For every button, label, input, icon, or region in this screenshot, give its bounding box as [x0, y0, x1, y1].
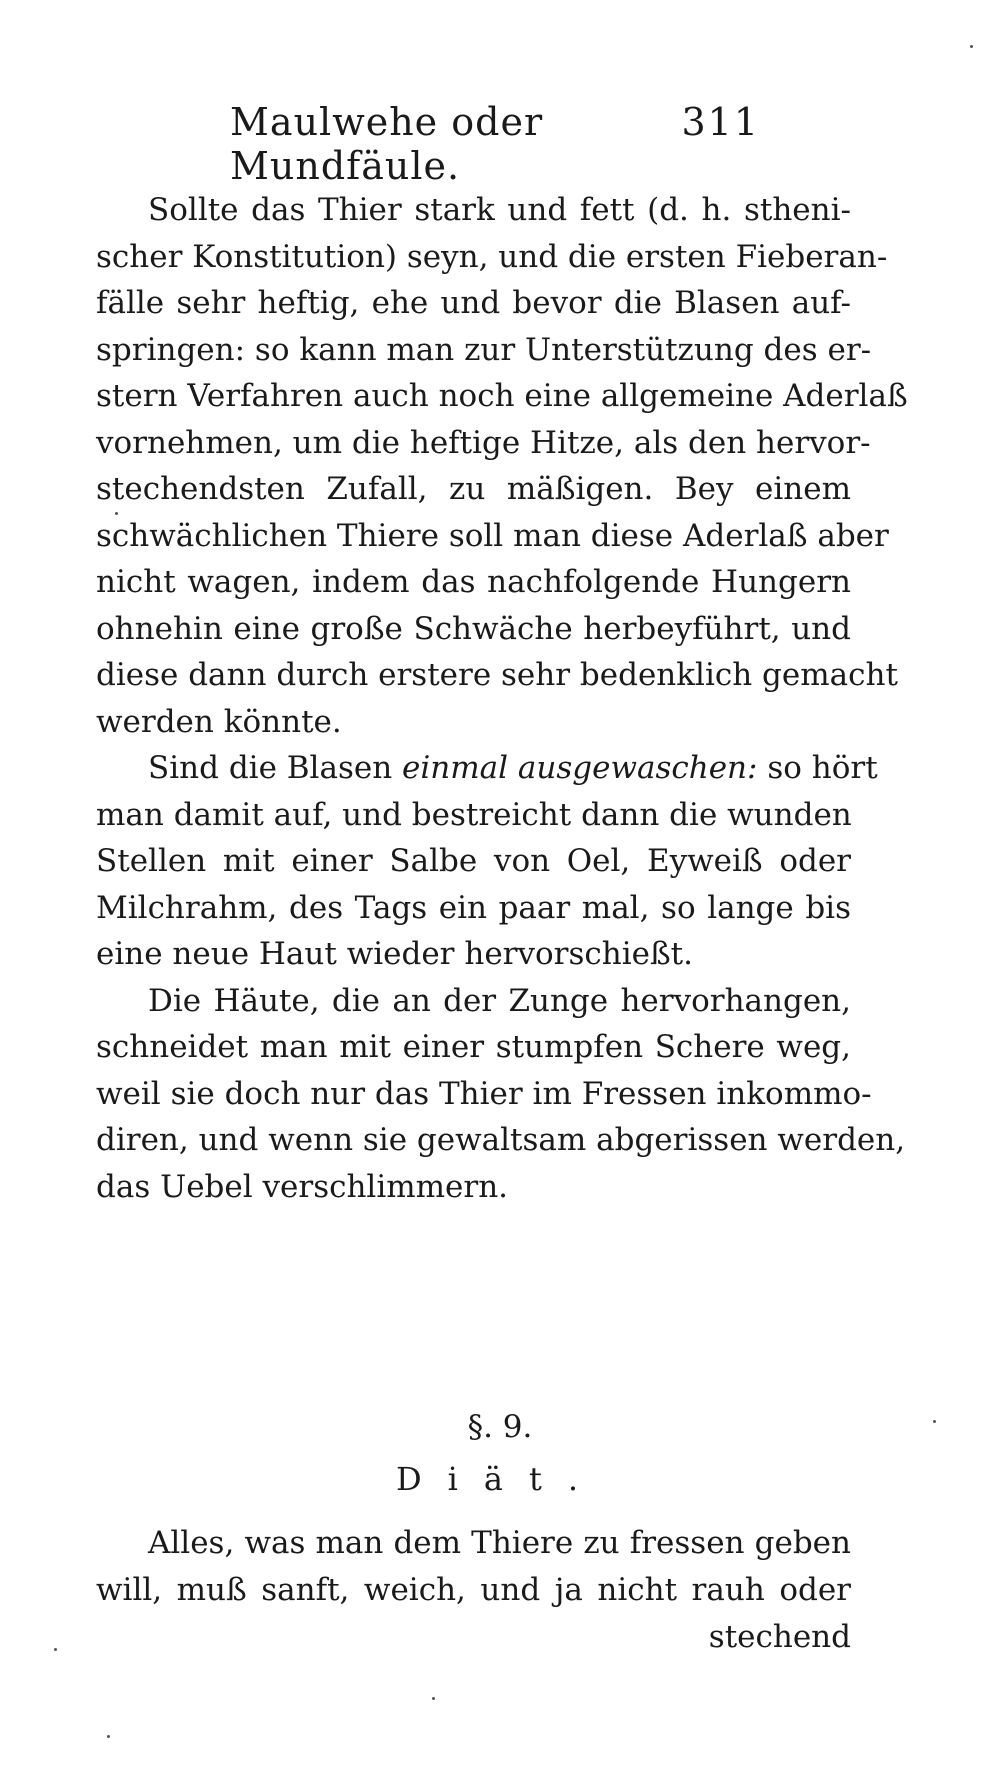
text-line: ohnehin eine große Schwäche herbeyführt, und [96, 610, 851, 647]
text-line: Alles, was man dem Thiere zu fressen geben [148, 1525, 851, 1561]
text-line: stern Verfahren auch noch eine allgemeine Aderlaß [96, 378, 908, 414]
text-run: Sind die Blasen [148, 750, 403, 786]
text-line: Sollte das Thier stark und fett (d. h. stheni- [148, 192, 851, 228]
text-line: springen: so kann man zur Unterstützung des er- [96, 331, 872, 368]
text-line: will, muß sanft, weich, und ja nicht rauh oder [96, 1572, 851, 1608]
page-number: 311 [681, 100, 760, 144]
body-text [96, 187, 908, 1210]
scan-speck [970, 45, 973, 48]
paragraph-1 [96, 187, 908, 745]
text-line: das Uebel verschlimmern. [96, 1168, 509, 1205]
running-title: Maulwehe oder Mundfäule. [230, 100, 544, 188]
scan-speck [115, 512, 118, 515]
text-line: Die Häute, die an der Zunge hervorhangen, [148, 982, 851, 1019]
text-line: Stellen mit einer Salbe von Oel, Eyweiß oder [96, 843, 851, 879]
catchword: stechend [708, 1619, 851, 1655]
text-line: schwächlichen Thiere soll man diese Aderlaß aber [96, 517, 889, 554]
text-line: fälle sehr heftig, ehe und bevor die Blasen auf- [96, 285, 851, 321]
scan-speck [107, 1735, 110, 1738]
page-header [200, 100, 760, 188]
text-line: scher Konstitution) seyn, und die ersten Fieberan- [96, 238, 888, 275]
closing-paragraph [96, 1520, 851, 1661]
scan-speck [933, 1420, 936, 1423]
scan-speck [432, 1697, 435, 1700]
text-line: diese dann durch erstere sehr bedenklich gemacht [96, 657, 898, 693]
scan-speck [54, 1648, 57, 1651]
text-line: weil sie doch nur das Thier im Fressen inkommo- [96, 1075, 872, 1112]
text-line [96, 745, 878, 792]
text-line: vornehmen, um die heftige Hitze, als den hervor- [96, 424, 871, 461]
paragraph-3 [96, 978, 906, 1211]
text-line: schneidet man mit einer stumpfen Schere weg, [96, 1029, 851, 1065]
section-number: §. 9. [467, 1409, 533, 1445]
text-run: so hört [757, 750, 878, 786]
text-line: man damit auf, und bestreicht dann die wunden [96, 796, 852, 833]
text-line: stechendsten Zufall, zu mäßigen. Bey einem [96, 471, 851, 507]
paragraph-2 [96, 745, 878, 978]
section-heading: Diät. [396, 1460, 604, 1498]
text-line: nicht wagen, indem das nachfolgende Hungern [96, 564, 851, 600]
text-line: diren, und wenn sie gewaltsam abgerissen werden, [96, 1122, 906, 1158]
italic-text-run: einmal ausgewaschen: [402, 750, 758, 786]
text-line: Milchrahm, des Tags ein paar mal, so lange bis [96, 889, 851, 926]
text-line: eine neue Haut wieder hervorschießt. [96, 936, 693, 972]
text-line: werden könnte. [96, 703, 342, 740]
